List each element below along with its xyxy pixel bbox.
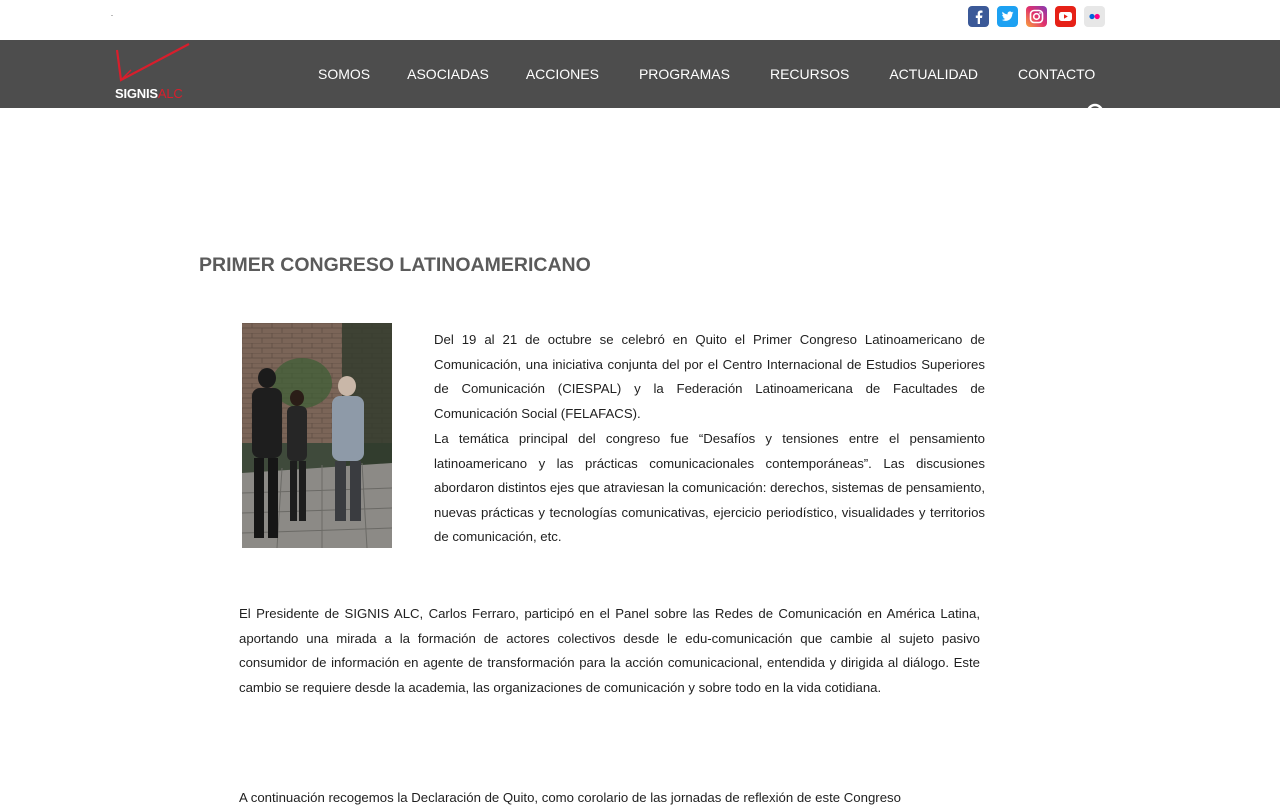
nav-item-acciones[interactable]: ACCIONES xyxy=(525,66,599,82)
logo-wordmark[interactable] xyxy=(115,86,183,101)
main-menu xyxy=(318,40,1095,108)
paragraph-president: El Presidente de SIGNIS ALC, Carlos Ferraro, participó en el Panel sobre las Redes de Comunicación en América Latina, aportando una mirada a la formación de actores colectivos desde le edu-comunicación que cambie al sujeto pasivo consumidor de información en agente de transformación para la acción comunicacional, entendida y dirigida al diálogo. Este cambio se requiere desde la academia, las organizaciones de comunicación y sobre todo en la vida cotidiana. xyxy=(239,606,980,695)
top-bar xyxy=(0,0,1280,40)
nav-item-asociadas[interactable]: ASOCIADAS xyxy=(407,66,489,82)
article-photo xyxy=(242,323,392,548)
twitter-icon[interactable] xyxy=(997,6,1018,27)
logo-name: SIGNIS xyxy=(115,86,158,101)
flickr-icon[interactable] xyxy=(1084,6,1105,27)
paragraph-intro: Del 19 al 21 de octubre se celebró en Quito el Primer Congreso Latinoamericano de Comunicación, una iniciativa conjunta del por el Centro Internacional de Estudios Superiores de Comunicación (CIESPAL) y la Federación Latinoamericana de Facultades de Comunicación Social (FELAFACS). xyxy=(434,332,985,421)
logo-suffix: ALC xyxy=(157,86,183,101)
social-links xyxy=(968,6,1105,27)
youtube-icon[interactable] xyxy=(1055,6,1076,27)
main-navbar xyxy=(0,40,1280,108)
nav-item-contacto[interactable]: CONTACTO xyxy=(1018,66,1096,82)
page-title: PRIMER CONGRESO LATINOAMERICANO xyxy=(199,254,591,276)
nav-item-actualidad[interactable]: ACTUALIDAD xyxy=(889,66,979,82)
nav-item-recursos[interactable]: RECURSOS xyxy=(769,66,850,82)
nav-item-programas[interactable]: PROGRAMAS xyxy=(638,66,730,82)
search-icon[interactable] xyxy=(1085,102,1109,126)
facebook-icon[interactable] xyxy=(968,6,989,27)
instagram-icon[interactable] xyxy=(1026,6,1047,27)
decorative-dot xyxy=(111,15,113,16)
paragraph-declaration: A continuación recogemos la Declaración de Quito, como corolario de las jornadas de reflexión de este Congreso xyxy=(239,790,901,805)
paragraph-theme: La temática principal del congreso fue “Desafíos y tensiones entre el pensamiento latinoamericano y las prácticas comunicacionales contemporáneas”. Las discusiones abordaron distintos ejes que atraviesan la comunicación: derechos, sistemas de pensamiento, nuevas prácticas y tecnologías comunicativas, ejercicio periodístico, visualidades y territorios de comunicación, etc. xyxy=(434,431,985,545)
nav-item-somos[interactable]: SOMOS xyxy=(318,66,371,82)
